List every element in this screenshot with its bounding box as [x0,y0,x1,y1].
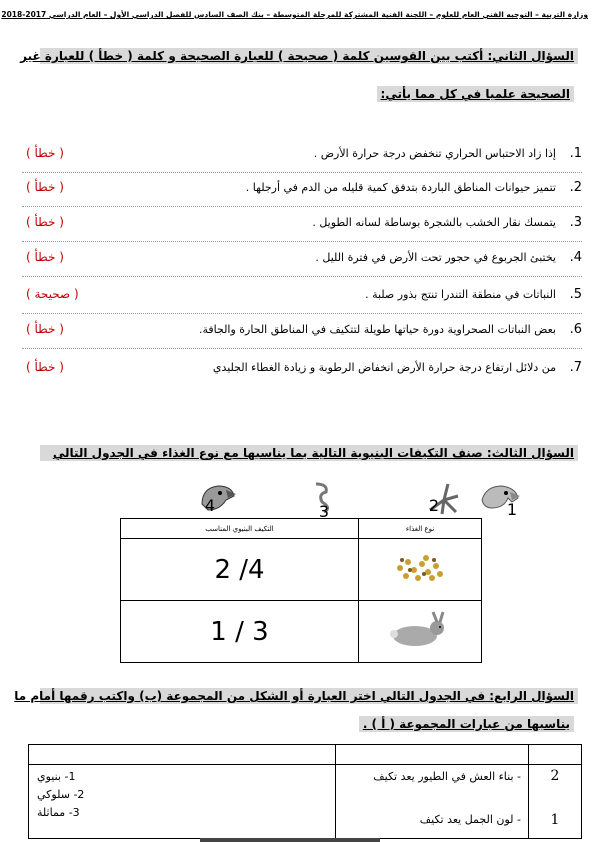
item-answer: ( خطأ ) [26,215,64,229]
item-statement: يختبئ الجربوع في حجور تحت الأرض في فترة الليل . [315,251,556,264]
q4-title-line1: السؤال الرابع: في الجدول التالي اختر العبارة أو الشكل من المجموعة (ب) واكتب رقمها أمام ما [40,688,578,704]
item-answer: ( خطأ ) [26,360,64,374]
item-number: 6. [569,322,582,337]
table-row [121,539,482,601]
col-food-header: نوع الغذاء [359,519,482,539]
item-number: 7. [569,360,582,375]
item-number: 3. [569,215,582,230]
item-statement: النباتات في منطقة التندرا تنتج بذور صلبة . [365,288,556,301]
food-adaptation-table [120,518,482,663]
option-2: 2- سلوكي [37,788,85,801]
item-statement: يتمسك نقار الخشب بالشجرة بوساطة لسانه الطويل . [312,216,556,229]
item-answer: ( خطأ ) [26,146,64,160]
item-answer: ( خطأ ) [26,322,64,336]
item-statement: إذا زاد الاحتباس الحراري تنخفض درجة حرارة الأرض . [313,147,556,160]
option-3: 3- مماثلة [37,806,80,819]
statement-2: - لون الجمل يعد تكيف [419,813,521,826]
item-answer: ( خطأ ) [26,250,64,264]
item-number: 1. [569,146,582,161]
option-1: 1- بنيوي [37,770,76,783]
q2-item-4 [22,246,582,277]
q2-item-5 [22,283,582,314]
item-number: 5. [569,287,582,302]
group-a-statements [336,765,529,839]
q2-title-line2: الصحيحة علميا في كل مما يأتي: [377,86,574,102]
animal-number-4: 4 [204,496,216,515]
answer-seeds: 4/ 2 [121,539,359,601]
bottom-bar [200,838,380,842]
group-b-options [29,765,336,839]
item-answer: ( خطأ ) [26,180,64,194]
answer-rabbit: 3 / 1 [121,601,359,663]
item-number: 4. [569,250,582,265]
col-adapt-header: التكيف البنيوي المناسب [121,519,359,539]
table-row [121,601,482,663]
q2-item-6 [22,318,582,349]
q2-item-7 [22,356,582,386]
table-row [29,765,582,839]
item-answer: ( صحيحة ) [26,287,79,301]
matching-table [28,744,582,839]
match-answer-1: 2 [550,768,560,784]
animal-number-2: 2 [428,496,440,515]
statement-1: - بناء العش في الطيور يعد تكيف [373,770,521,783]
animal-number-1: 1 [506,500,518,519]
q4-title-line2: يناسبها من عبارات المجموعة ( أ ) . [359,716,574,732]
animal-number-3: 3 [318,502,330,521]
seeds-image [359,539,482,601]
q2-item-2 [22,176,582,207]
q2-title-line1: السؤال الثاني: أكتب بين القوسين كلمة ( صحيحة ) للعبارة الصحيحة و كلمة ( خطأ ) للعبارة غير [40,48,578,64]
q2-item-3 [22,211,582,242]
q3-title: السؤال الثالث: صنف التكيفات البنيوية التالية بما يناسبها مع نوع الغذاء في الجدول التالي [40,445,578,461]
rabbit-image [359,601,482,663]
page-header: وزارة التربية – التوجيه الفني العام للعلوم – اللجنة الفنية المشتركة للمرحلة المتوسطة – بنك الصف السادس للفصل الدراسي الأول – العام الدراسي 2017-2018 [1,10,588,19]
item-statement: تتميز حيوانات المناطق الباردة بتدفق كمية قليله من الدم في أرجلها . [245,181,556,194]
item-statement: بعض النباتات الصحراوية دورة حياتها طويلة لتتكيف في المناطق الحارة والجافة. [198,323,556,336]
match-answers [529,765,582,839]
q2-item-1 [22,142,582,173]
item-statement: من دلائل ارتفاع درجة حرارة الأرض انخفاض الرطوبة و زيادة الغطاء الجليدي [212,361,556,374]
item-number: 2. [569,180,582,195]
match-answer-2: 1 [550,812,560,828]
